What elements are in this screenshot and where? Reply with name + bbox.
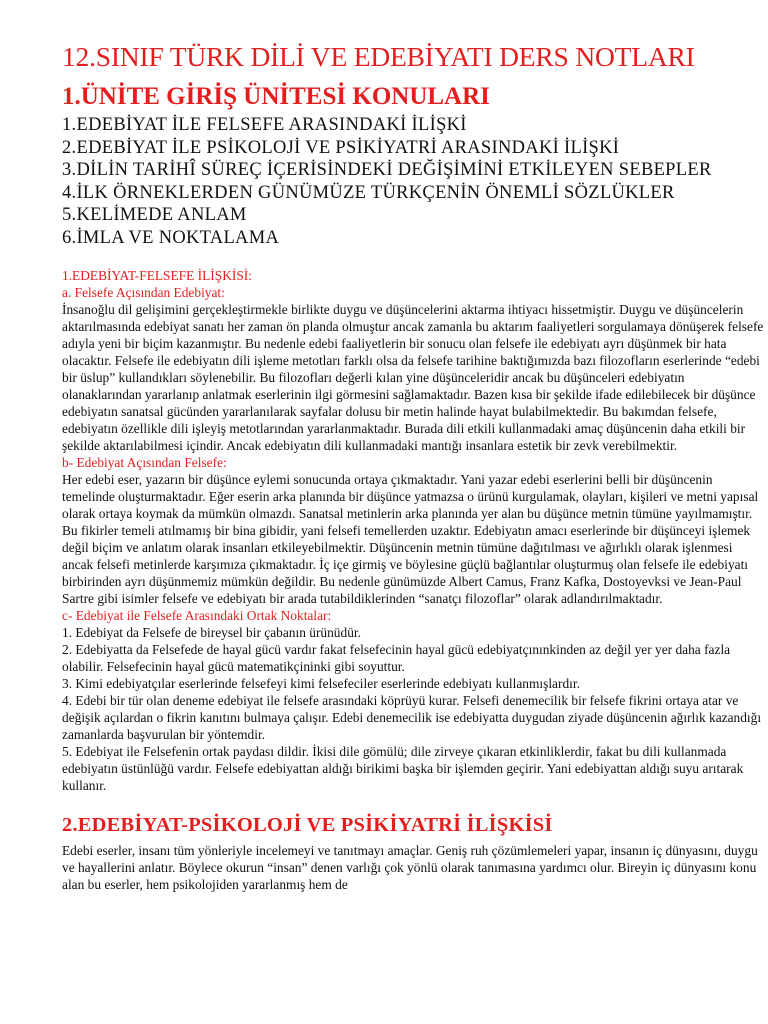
- paragraph: Edebi eserler, insanı tüm yönleriyle incelemeyi ve tanıtmayı amaçlar. Geniş ruh çözümlemeleri yapar, insanın iç dünyasını, duygu ve hayallerini anlatır. Böylece okurun “insan” denen varlığı çok yönlü olarak tanımasına yardımcı olur. Bireyin iç dünyasını konu alan bu eserler, hem psikolojiden yararlanmış hem de: [62, 843, 758, 892]
- topic-item: 6.İMLA VE NOKTALAMA: [62, 227, 280, 248]
- topic-item: 1.EDEBİYAT İLE FELSEFE ARASINDAKİ İLİŞKİ: [62, 115, 467, 135]
- list-item: 4. Edebi bir tür olan deneme edebiyat ile felsefe arasındaki köprüyü kurar. Felsefi denemecilik bir felsefe fikrini ortaya atar ve değişik açılardan o fikrin kanıtını bulmaya çalışır. Edebi denemecilik ise edebiyatta duygudan ziyade düşüncenin ağırlık kazandığı zamanlarda başvurulan bir yöntemdir.: [62, 693, 762, 742]
- topic-list: [62, 114, 768, 249]
- topic-item: 4.İLK ÖRNEKLERDEN GÜNÜMÜZE TÜRKÇENİN ÖNEMLİ SÖZLÜKLER: [62, 182, 675, 203]
- page-title: 12.SINIF TÜRK DİLİ VE EDEBİYATI DERS NOTLARI: [62, 41, 695, 72]
- section-heading: 1.EDEBİYAT-FELSEFE İLİŞKİSİ:: [62, 268, 252, 283]
- subsection-heading: c- Edebiyat ile Felsefe Arasındaki Ortak Noktalar:: [62, 608, 332, 623]
- list-item: 5. Edebiyat ile Felsefenin ortak paydası dildir. İkisi dile gömülü; dile zirveye çıkaran etkinliklerdir, fakat bu dili kullanmada edebiyatın üstünlüğü vardır. Felsefe edebiyattan aldığı birikimi başka bir işlemden geçirir. Yani edebiyattan aldığı suyu arıtarak kullanır.: [62, 744, 744, 793]
- unit-title: 1.ÜNİTE GİRİŞ ÜNİTESİ KONULARI: [62, 83, 490, 110]
- subsection-heading: b- Edebiyat Açısından Felsefe:: [62, 455, 227, 470]
- list-item: 1. Edebiyat da Felsefe de bireysel bir çabanın ürünüdür.: [62, 625, 361, 640]
- topic-item: 5.KELİMEDE ANLAM: [62, 205, 247, 225]
- section-heading: 2.EDEBİYAT-PSİKOLOJİ VE PSİKİYATRİ İLİŞKİSİ: [62, 814, 553, 836]
- paragraph: İnsanoğlu dil gelişimini gerçekleştirmekle birlikte duygu ve düşüncelerini aktarma ihtiyacı hissetmiştir. Duygu ve düşüncelerin aktarılmasında edebiyat sanatı her zaman ön planda olmuştur ancak zamanla bu aktarım faaliyetleri sorgulamaya dönüşerek felsefe adıyla yeni bir biçim kazanmıştır. Bu nedenle edebi faaliyetlerin bir sonucu olan felsefe ile edebiyatı ayrı düşünmek bir hata olacaktır. Felsefe ile edebiyatın dili işleme metotları farklı olsa da felsefe tarihine baktığımızda bazı filozofların eserlerinde “edebi bir üslup” kullandıkları söylenebilir. Bu filozofları değerli kılan yine düşünceleridir ancak bu düşünceleri edebiyatın olanaklarından yararlanıp anlatmak eserlerinin ilgi görmesini sağlamaktadır. Bazen kısa bir şekilde ifade edilebilecek bir düşünce edebiyatın sanatsal gücünden yararlanılarak sayfalar dolusu bir metin halinde hayat bulabilmektedir. Bu bakımdan felsefe, edebiyatın özellikle dili işleyiş metotlarından yararlanmaktadır. Burada dili etkili kullanmadaki amaç düşüncenin daha etkili bir şekilde aktarılabilmesi içindir. Ancak edebiyatın dili kullanmadaki mantığı insanlara estetik bir zevk verebilmektir.: [62, 302, 764, 453]
- paragraph: Her edebi eser, yazarın bir düşünce eylemi sonucunda ortaya çıkmaktadır. Yani yazar edebi eserlerini belli bir düşüncenin temelinde oluşturmaktadır. Eğer eserin arka planında bir düşünce yatmazsa o ürünü kurgulamak, olayları, kişileri ve metni yapısal olarak ortaya koymak da mümkün olmazdı. Sanatsal metinlerin arka planında yer alan bu düşünce metnin tümüne yayılmamıştır. Bu fikirler temeli atılmamış bir bina gibidir, yani felsefi temellerden uzaktır. Edebiyatın amacı eserlerinde bir düşünceyi işlemek değil biçim ve anlatım olarak insanları etkileyebilmektir. Düşüncenin metnin tümüne dağıtılması ve ağırlıklı olarak işlenmesi ancak felsefi metinlerde karşımıza çıkmaktadır. İç içe girmiş ve böylesine güçlü bağlantılar oluşturmuş olan felsefe ile edebiyatı birbirinden ayrı düşünmemiz mümkün değildir. Bu nedenle günümüzde Albert Camus, Franz Kafka, Dostoyevksi ve Jean-Paul Sartre gibi isimler felsefe ve edebiyatı bir arada tutabildiklerinden “sanatçı filozoflar” olarak adlandırılmaktadır.: [62, 472, 759, 606]
- list-item: 3. Kimi edebiyatçılar eserlerinde felsefeyi kimi felsefeciler eserlerinde edebiyatı kullanmışlardır.: [62, 676, 580, 691]
- subsection-heading: a. Felsefe Açısından Edebiyat:: [62, 285, 225, 300]
- topic-item: 2.EDEBİYAT İLE PSİKOLOJİ VE PSİKİYATRİ ARASINDAKİ İLİŞKİ: [62, 137, 620, 158]
- topic-item: 3.DİLİN TARİHÎ SÜREÇ İÇERİSİNDEKİ DEĞİŞİMİNİ ETKİLEYEN SEBEPLER: [62, 160, 712, 180]
- list-item: 2. Edebiyatta da Felsefede de hayal gücü vardır fakat felsefecinin hayal gücü edebiyatçınınkinden az değil yer yer daha fazla olabilir. Felsefecinin hayal gücü matematikçininki gibi soyuttur.: [62, 642, 731, 674]
